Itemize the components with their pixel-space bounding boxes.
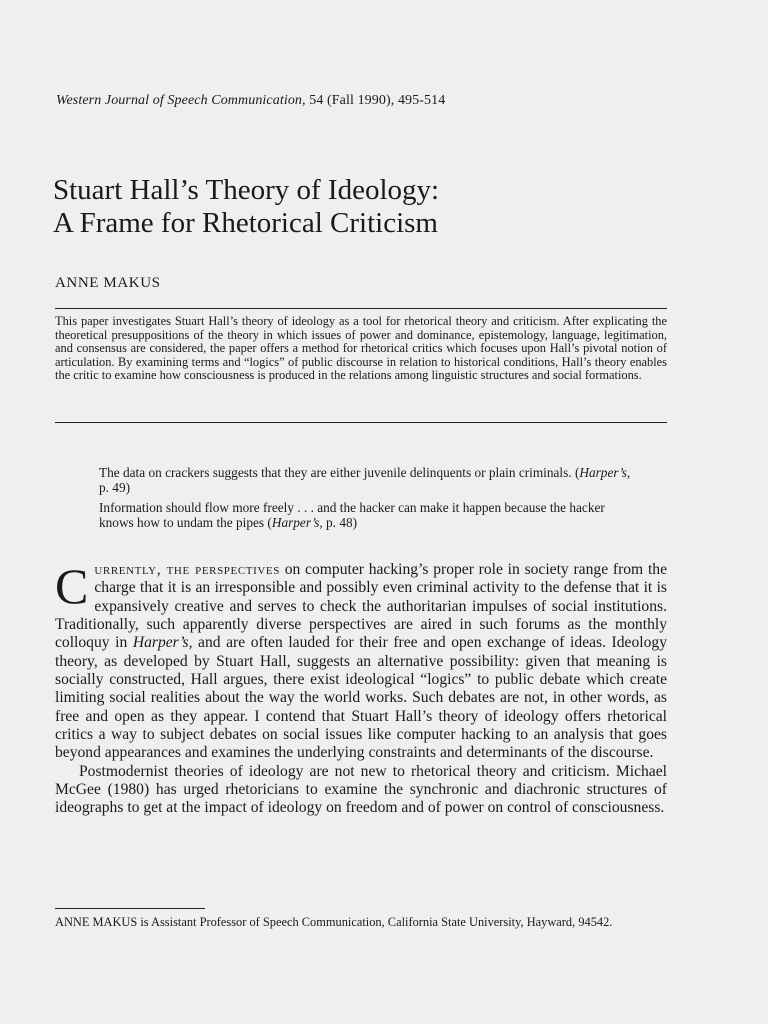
drop-cap: C bbox=[55, 558, 89, 614]
epigraph-1-source: Harper’s, bbox=[579, 465, 631, 480]
epigraph-2: Information should flow more freely . . . and the hacker can make it happen because the hacker knows how to undam the pipes (Harper’s, p. 48) bbox=[99, 500, 605, 530]
running-head bbox=[56, 93, 445, 109]
journal-volume: 54 (Fall 1990), 495-514 bbox=[309, 93, 446, 108]
abstract-top-rule bbox=[55, 308, 667, 309]
epigraph-1: The data on crackers suggests that they are either juvenile delinquents or plain criminals. (Harper’s, p. 49) bbox=[99, 465, 631, 495]
abstract: This paper investigates Stuart Hall’s theory of ideology as a tool for rhetorical theory and criticism. After explicating the theoretical presuppositions of the theory in which issues of power and dominance, epistemology, language, legitimation, and consensus are considered, the paper offers a method for rhetorical critics which focuses upon Hall’s pivotal notion of articulation. By examining terms and “logics” of public discourse in relation to historical conditions, Hall’s theory enables the critic to examine how consciousness is produced in the relations among linguistic structures and social formations. bbox=[55, 314, 667, 383]
footnote-rule bbox=[55, 908, 205, 909]
paragraph-2: Postmodernist theories of ideology are not new to rhetorical theory and criticism. Michael McGee (1980) has urged rhetoricians to examine the synchronic and diachronic structures of ideographs to get at the impact of ideology on freedom and of power on control of consciousness. bbox=[55, 762, 667, 817]
abstract-bottom-rule bbox=[55, 422, 667, 423]
paragraph-1: Currently, the perspectives on computer hacking’s proper role in society range from the charge that it is an irresponsible and possibly even criminal activity to the defense that it is expansively creative and serves to check the authoritarian impulses of social institutions. Traditionally, such apparently diverse perspectives are aired in such forums as the monthly colloquy in Harper’s, and are often lauded for their free and open exchange of ideas. Ideology theory, as developed by Stuart Hall, suggests an alternative possibility: given that meaning is socially constructed, Hall argues, there exist ideological “logics” to public debate which create limiting social realities about the way the world works. Such debates are not, in other words, as free and open as they appear. I contend that Stuart Hall’s theory of ideology offers rhetorical critics a way to subject debates on social issues like computer hacking to an analysis that goes beyond appearances and examines the underlying constraints and determinants of the discourse. bbox=[55, 558, 667, 762]
body-text bbox=[55, 558, 667, 818]
title-line-1: Stuart Hall’s Theory of Ideology: bbox=[53, 174, 440, 206]
article-title bbox=[53, 174, 439, 240]
journal-name: Western Journal of Speech Communication, bbox=[56, 93, 306, 108]
epigraph-2-source: Harper’s, bbox=[271, 514, 323, 530]
author-name: ANNE MAKUS bbox=[55, 275, 161, 291]
lead-in: urrently, the perspectives bbox=[94, 561, 280, 578]
harpers-reference: Harper’s, bbox=[132, 634, 193, 652]
title-line-2: A Frame for Rhetorical Criticism bbox=[53, 207, 438, 239]
author-footnote: ANNE MAKUS is Assistant Professor of Speech Communication, California State University, Hayward, 94542. bbox=[55, 915, 613, 929]
epigraphs bbox=[99, 466, 639, 536]
